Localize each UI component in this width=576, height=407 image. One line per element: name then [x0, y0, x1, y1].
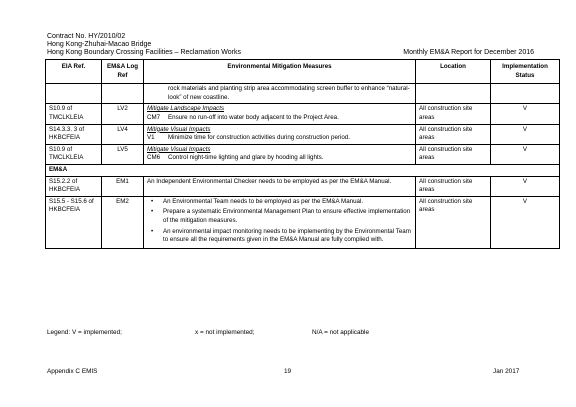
location-cell: All construction site areas — [416, 176, 491, 196]
footer-date: Jan 2017 — [493, 368, 520, 375]
eia-ref-cell: S10.9 of TMCLKLEIA — [46, 144, 102, 164]
status-cell: V — [491, 196, 560, 248]
location-cell: All construction site areas — [416, 104, 491, 124]
list-item: • An Environmental Team needs to be employed as per the EM&A Manual. — [147, 198, 412, 207]
column-header-status: Implementation Status — [491, 60, 560, 84]
measure-category: Mitigate Landscape Impacts — [147, 105, 225, 113]
measure-text: Ensure no run-off into water body adjacent to the Project Area. — [168, 113, 339, 121]
mitigation-measures-table — [45, 59, 560, 249]
section-row — [46, 164, 560, 176]
table-row — [46, 196, 560, 248]
page-number: 19 — [284, 368, 292, 375]
measure-code: V1 — [147, 134, 155, 142]
measure-text: Control night-time lighting and glare by hooding all lights. — [168, 154, 324, 162]
log-ref-cell: LV5 — [102, 144, 144, 164]
table-row — [46, 104, 560, 124]
list-item: • Prepare a systematic Environmental Management Plan to ensure effective implementation of the mitigation measures. — [147, 208, 412, 225]
column-header-measures: Environmental Mitigation Measures — [144, 60, 416, 84]
footer-appendix: Appendix C EMIS — [47, 368, 98, 375]
legend-label: Legend: — [47, 329, 71, 336]
project-name: Hong Kong-Zhuhai-Macao Bridge — [47, 41, 152, 48]
status-cell: V — [491, 144, 560, 164]
measure-category: Mitigate Visual Impacts — [147, 125, 211, 133]
eia-ref-cell: S14.3.3. 3 of HKBCFEIA — [46, 124, 102, 144]
legend-implemented: V = implemented; — [72, 329, 122, 336]
eia-ref-cell: S15.5 - S15.6 of HKBCFEIA — [46, 196, 102, 248]
column-header-location: Location — [416, 60, 491, 84]
column-header-eia-ref: EIA Ref. — [46, 60, 102, 84]
legend-not-applicable: N/A = not applicable — [312, 329, 370, 336]
column-header-log-ref: EM&A Log Ref — [102, 60, 144, 84]
location-cell: All construction site areas — [416, 196, 491, 248]
log-ref-cell: LV2 — [102, 104, 144, 124]
measure-code: CM7 — [147, 113, 161, 121]
works-name: Hong Kong Boundary Crossing Facilities – Reclamation Works — [47, 49, 242, 56]
table-row — [46, 176, 560, 196]
status-cell: V — [491, 104, 560, 124]
report-title: Monthly EM&A Report for December 2016 — [403, 49, 534, 56]
measure-text: Minimize time for construction activities during construction period. — [168, 134, 350, 142]
continuation-text: rock materials and planting strip area accommodating screen buffer to enhance “natural-look” of new coastline. — [168, 85, 410, 101]
legend-not-implemented: x = not implemented; — [195, 329, 255, 336]
measure-bullet-list — [147, 198, 412, 245]
document-header — [47, 33, 241, 57]
list-item: • An environmental impact monitoring needs to be implementing by the Environmental Team to ensure all the requirements given in the EM&A Manual are fully complied with. — [147, 228, 412, 245]
log-ref-cell: LV4 — [102, 124, 144, 144]
status-cell: V — [491, 124, 560, 144]
measure-text: An Independent Environmental Checker needs to be employed as per the EM&A Manual. — [144, 176, 416, 196]
table-row — [46, 124, 560, 144]
section-title: EM&A — [46, 164, 560, 176]
eia-ref-cell: S10.9 of TMCLKLEIA — [46, 104, 102, 124]
log-ref-cell: EM1 — [102, 176, 144, 196]
contract-number: Contract No. HY/2010/02 — [47, 33, 126, 40]
table-row — [46, 144, 560, 164]
status-cell: V — [491, 176, 560, 196]
measure-code: CM6 — [147, 154, 161, 162]
log-ref-cell: EM2 — [102, 196, 144, 248]
eia-ref-cell: S15.2.2 of HKBCFEIA — [46, 176, 102, 196]
table-row — [46, 84, 560, 104]
location-cell: All construction site areas — [416, 124, 491, 144]
location-cell: All construction site areas — [416, 144, 491, 164]
table-header-row — [46, 60, 560, 84]
measure-category: Mitigate Visual Impacts — [147, 145, 211, 153]
